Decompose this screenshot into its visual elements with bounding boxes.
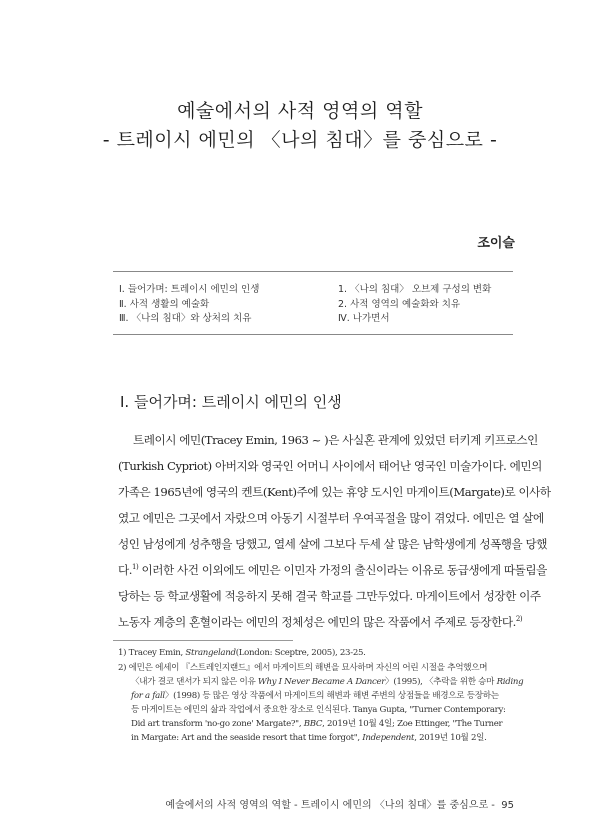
footnote-2-line — [131, 690, 518, 702]
body-text: 이러한 사건 이외에도 에민은 이민자 가정의 출신이라는 이유로 동급생에게 따돌림을 — [141, 563, 547, 577]
author-name: 조이슬 — [477, 236, 515, 251]
body-line — [118, 615, 523, 629]
body-line: 당하는 등 학교생활에 적응하지 못해 결국 학교를 그만두었다. 마게이트에서 성장한 이주 — [118, 589, 541, 603]
body-line: 였고 에민은 그곳에서 자랐으며 아동기 시절부터 우여곡절을 많이 겪었다. 에민은 열 살에 — [118, 511, 544, 525]
footnote-1 — [118, 647, 518, 659]
body-text: 다. — [118, 563, 132, 577]
footnote-ref[interactable]: 2) — [515, 615, 523, 624]
running-footer — [165, 796, 514, 811]
body-line: (Turkish Cypriot) 아버지와 영국인 어머니 사이에서 태어난 영국인 미술가이다. 에민의 — [118, 459, 542, 473]
body-line: 트레이시 에민(Tracey Emin, 1963 ~ )은 사실혼 관계에 있었던 터키계 키프로스인 — [133, 433, 538, 447]
footnote-text: Tracey Emin, — [128, 648, 186, 658]
footnote-2 — [118, 662, 518, 674]
footnote-text: 〉(1995), 〈추락을 위한 승마 — [385, 677, 497, 687]
footnote-work-title: for a fall — [131, 691, 165, 701]
body-line: 성인 남성에게 성추행을 당했고, 열세 살에 그보다 두세 살 많은 남학생에게 성폭행을 당했 — [118, 537, 548, 551]
toc-item: Ⅲ. 〈나의 침대〉와 상처의 치유 — [119, 313, 252, 324]
footnote-source: BBC — [303, 719, 323, 729]
toc-item: Ⅱ. 사적 생활의 예술화 — [119, 299, 210, 310]
table-of-contents — [113, 271, 513, 335]
footnote-2-line — [131, 676, 524, 688]
footnote-work-title: Why I Never Became A Dancer — [257, 677, 386, 687]
page-number: 95 — [501, 800, 514, 811]
toc-item: 2. 사적 영역의 예술화와 치유 — [338, 299, 461, 310]
footnote-number: 2) — [118, 663, 127, 673]
footnote-source: Independent — [362, 733, 415, 743]
paper-subtitle: - 트레이시 에민의 〈나의 침대〉를 중심으로 - — [102, 129, 498, 151]
footnote-number: 1) — [118, 648, 127, 658]
footnote-divider — [113, 640, 293, 641]
footnote-text: in Margate: Art and the seaside resort that time forgot", — [131, 733, 363, 743]
footnote-book-title: Strangeland — [185, 648, 236, 658]
footnote-ref[interactable]: 1) — [132, 563, 139, 572]
footnote-text: 〈내가 결코 댄서가 되지 않은 이유 — [131, 677, 258, 687]
toc-item: 1. 〈나의 침대〉 오브제 구성의 변화 — [338, 284, 492, 295]
footnote-2-line — [131, 718, 518, 730]
toc-item: Ⅰ. 들어가며: 트레이시 에민의 인생 — [119, 284, 260, 295]
paper-title: 예술에서의 사적 영역의 역할 — [177, 100, 423, 122]
footnote-text: , 2019년 10월 2일. — [414, 733, 487, 743]
footnote-2-line: 등 마게이트는 에민의 삶과 작업에서 중요한 장소로 인식된다. Tanya Gupta, "Turner Contemporary: — [131, 705, 506, 715]
footnote-text: 에민은 에세이 『스트레인지랜드』에서 마게이트의 해변을 묘사하며 자신의 어린 시절을 추억했으며 — [128, 663, 488, 673]
body-text: 노동자 계층의 혼혈이라는 에민의 정체성은 에민의 많은 작품에서 주제로 등장한다. — [118, 615, 516, 629]
footnote-text: 〉(1998) 등 많은 영상 작품에서 마게이트의 해변과 해변 주변의 상점들을 배경으로 등장하는 — [164, 691, 499, 701]
footnote-2-line — [131, 732, 518, 744]
section-heading: Ⅰ. 들어가며: 트레이시 에민의 인생 — [120, 393, 342, 411]
running-title: 예술에서의 사적 영역의 역할 - 트레이시 에민의 〈나의 침대〉를 중심으로 - — [165, 800, 495, 811]
footnote-text: (London: Sceptre, 2005), 23-25. — [235, 648, 366, 658]
body-line — [118, 563, 547, 577]
footnote-text: , 2019년 10월 4일; Zoe Ettinger, "The Turner — [322, 719, 503, 729]
toc-item: Ⅳ. 나가면서 — [338, 313, 390, 324]
body-line: 가족은 1965년에 영국의 켄트(Kent)주에 있는 휴양 도시인 마게이트(Margate)로 이사하 — [118, 485, 551, 499]
footnote-work-title: Riding — [496, 677, 524, 687]
footnote-text: Did art transform 'no-go zone' Margate?", — [131, 719, 304, 729]
